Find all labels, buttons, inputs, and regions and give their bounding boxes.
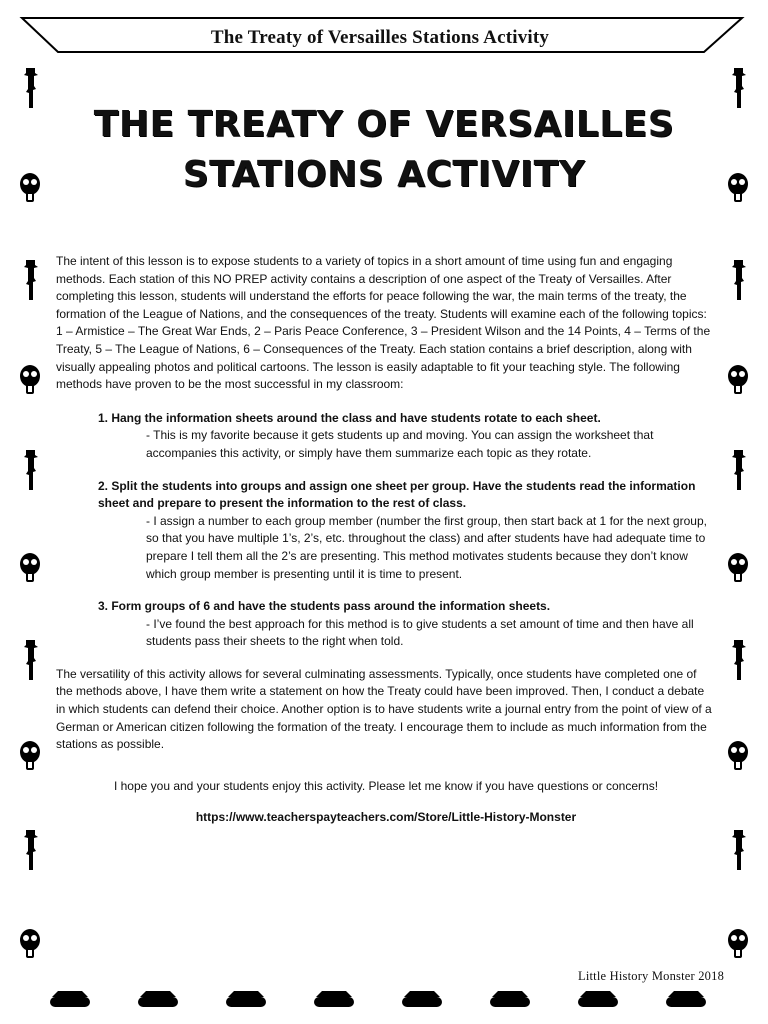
soldier-icon	[20, 638, 40, 684]
gas-mask-icon	[726, 364, 750, 396]
document-body	[56, 253, 716, 827]
gas-mask-icon	[18, 740, 42, 772]
tank-icon	[50, 991, 90, 1007]
gas-mask-icon	[726, 740, 750, 772]
gas-mask-icon	[18, 172, 42, 204]
method-detail: - I assign a number to each group member (number the first group, then start back at 1 for the next group, so that you have multiple 1’s, 2’s, etc. throughout the class) and after students have had adequate time to prepare I tell them all the 2’s are presenting. This method motivates students because they don’t know which group member is presenting until it is time to present.	[146, 513, 707, 581]
closing-paragraph: The versatility of this activity allows for several culminating assessments. Typically, once students have completed one of the methods above, I have them write a statement on how the Treaty could have been improved. Then, I conduct a debate in which students can defend their choice. Another option is to have students write a journal entry from the point of view of a German or American citizen following the formation of the treaty. I encourage them to include as much information from the stations as possible.	[56, 666, 712, 752]
method-heading: 3. Form groups of 6 and have the students pass around the information sheets.	[98, 599, 551, 614]
soldier-icon	[728, 66, 748, 112]
gas-mask-icon	[726, 172, 750, 204]
method-item	[56, 598, 716, 651]
soldier-icon	[728, 448, 748, 494]
method-detail: - I’ve found the best approach for this method is to give students a set amount of time and then have all students pass their sheets to the right when told.	[146, 616, 694, 649]
method-item	[56, 410, 716, 463]
thanks-line: I hope you and your students enjoy this activity. Please let me know if you have questions or concerns!	[113, 778, 659, 793]
gas-mask-icon	[726, 552, 750, 584]
intro-paragraph: The intent of this lesson is to expose students to a variety of topics in a short amount of time using fun and engaging methods. Each station of this NO PREP activity contains a description of one aspect of the Treaty of Versailles. After completing this lesson, students will understand the efforts for peace following the war, the main terms of the treaty, the formation of the League of Nations, and the consequences of the treaty. Students will examine each of the following topics: 1 – Armistice – The Great War Ends, 2 – Paris Peace Conference, 3 – President Wilson and the 14 Points, 4 – Terms of the Treaty, 5 – The League of Nations, 6 – Consequences of the Treaty. Each station contains a brief description, along with visually appealing photos and political cartoons. The lesson is easily adaptable to fit your teaching style. The following methods have proven to be the most successful in my classroom:	[56, 254, 711, 392]
page-title-line-1: THE TREATY OF VERSAILLES	[93, 104, 675, 145]
gas-mask-icon	[726, 928, 750, 960]
author-credit: Little History Monster 2018	[578, 969, 725, 983]
store-url: https://www.teacherspayteachers.com/Store/Little-History-Monster	[195, 810, 577, 825]
soldier-icon	[20, 66, 40, 112]
tank-icon	[666, 991, 706, 1007]
gas-mask-icon	[18, 928, 42, 960]
tank-icon	[226, 991, 266, 1007]
tank-icon	[578, 991, 618, 1007]
tank-icon	[138, 991, 178, 1007]
page-title-line-2: STATIONS ACTIVITY	[182, 154, 586, 195]
method-detail: - This is my favorite because it gets students up and moving. You can assign the worksheet that accompanies this activity, or simply have them summarize each topic as they rotate.	[146, 428, 654, 460]
soldier-icon	[20, 448, 40, 494]
soldier-icon	[728, 828, 748, 874]
method-heading: 2. Split the students into groups and assign one sheet per group. Have the students read the information sheet and prepare to present the information to the rest of class.	[98, 478, 696, 511]
tank-icon	[314, 991, 354, 1007]
tank-icon	[402, 991, 442, 1007]
tank-icon	[490, 991, 530, 1007]
gas-mask-icon	[18, 552, 42, 584]
soldier-icon	[20, 258, 40, 304]
header-title: The Treaty of Versailles Stations Activity	[210, 27, 550, 48]
gas-mask-icon	[18, 364, 42, 396]
method-item	[56, 478, 716, 584]
tank-row	[48, 985, 728, 1011]
soldier-icon	[728, 258, 748, 304]
soldier-icon	[20, 828, 40, 874]
soldier-icon	[728, 638, 748, 684]
page-title	[40, 100, 728, 200]
method-heading: 1. Hang the information sheets around the class and have students rotate to each sheet.	[98, 410, 601, 425]
